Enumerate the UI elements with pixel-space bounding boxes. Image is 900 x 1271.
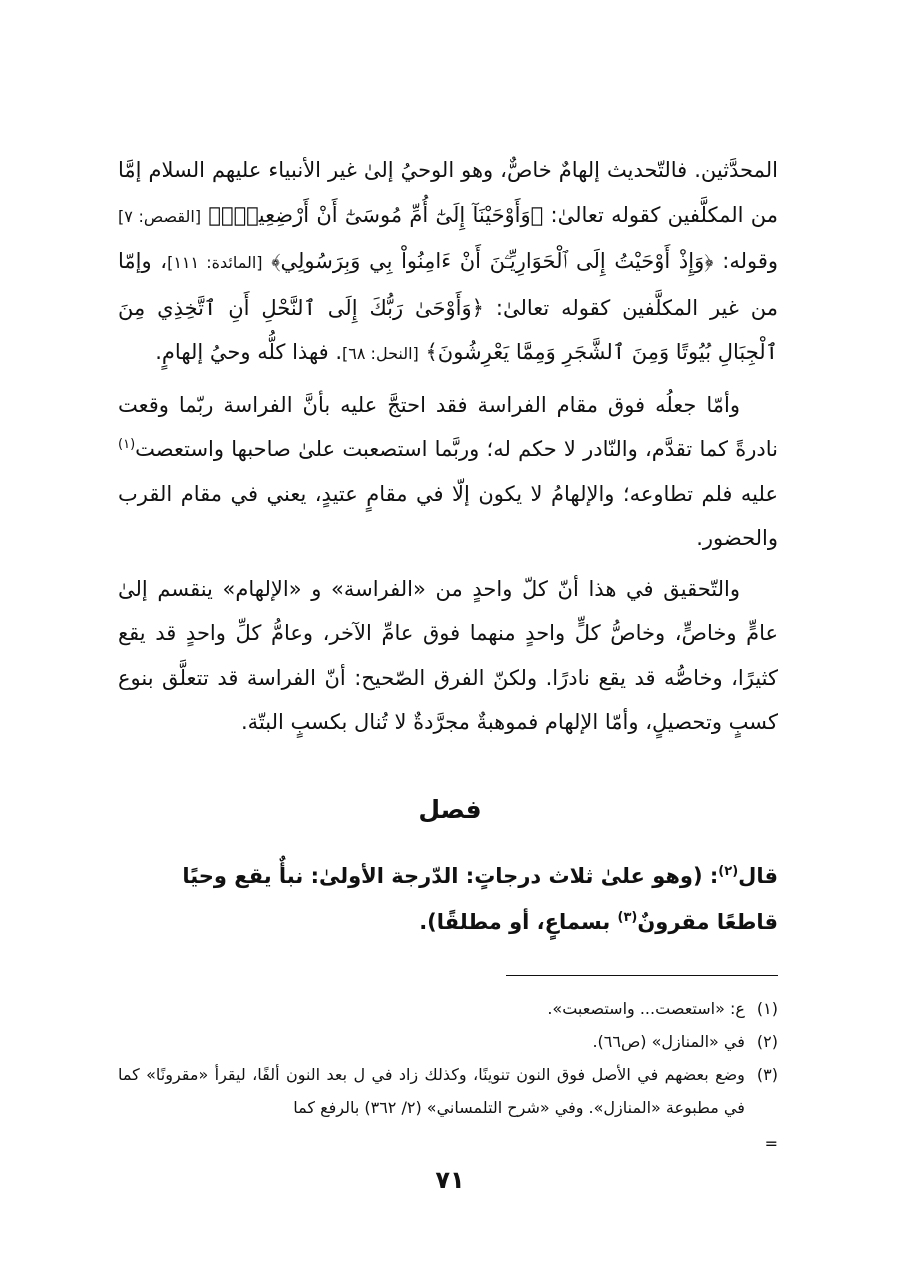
quote-text: قال [738,864,778,888]
footnote-marker: (١) [118,437,136,452]
section-heading: فصل [418,795,482,824]
quoted-statement [118,853,778,945]
footnote-2 [118,1025,778,1058]
footnote-text: ع: «استعصت... واستصعبت». [547,999,745,1018]
footnote-divider [506,975,778,976]
footnote-number: (٢) [756,1032,778,1051]
verse-reference: [النحل: ٦٨] [342,344,419,363]
footnote-marker: (٢) [718,864,739,879]
paragraph-text: المحدَّثين. فالتّحديث إلهامٌ خاصٌّ، وهو الوحيُ إلىٰ غير الأنبياء عليهم السلام إمَّا من المكلَّفين كقوله تعالىٰ: [118,158,778,227]
footnote-1 [118,992,778,1025]
footnote-marker: (٣) [617,910,638,925]
paragraph-text: . فهذا كلُّه وحيُ إلهامٍ. [155,340,343,364]
paragraph-3: والتّحقيق في هذا أنّ كلّ واحدٍ من «الفراسة» و «الإلهام» ينقسم إلىٰ عامٍّ وخاصٍّ، وخاصُّ كلٍّ واحدٍ منهما فوق عامِّ الآخر، وعامُّ كلِّ واحدٍ قد يقع كثيرًا، وخاصُّه قد يقع نادرًا. ولكنّ الفرق الصّحيح: أنّ الفراسة قد تتعلَّق بنوع كسبٍ وتحصيلٍ، وأمّا الإلهام فموهبةٌ مجرَّدةٌ لا تُنال بكسبٍ البتّة. [118,576,778,734]
quote-text: : (وهو علىٰ ثلاث درجاتٍ: الدّرجة الأولىٰ: نبأٌ يقع وحيًا قاطعًا مقرونٌ [182,864,778,934]
page-number: ٧١ [435,1166,465,1194]
quote-text: بسماعٍ، أو مطلقًا). [419,910,618,934]
paragraph-2 [118,383,778,561]
footnote-3 [118,1058,778,1124]
paragraph-text: عليه فلم تطاوعه؛ والإلهامُ لا يكون إلّا في مقامٍ عتيدٍ، يعني في مقام القرب والحضور. [118,481,778,550]
quran-verse: ﴿وَأَوْحَيْنَآ إِلَىٰٓ أُمِّ مُوسَىٰٓ أَنْ أَرْضِعِيهِۖ﴾ [208,202,544,227]
footnotes [118,992,778,1124]
paragraph-text: وقوله: [713,249,779,273]
paragraph-text: وأمّا جعلُه فوق مقام الفراسة فقد احتجَّ عليه بأنَّ الفراسة ربّما وقعت نادرةً كما تقدَّم، والنّادر لا حكم له؛ وربَّما استصعبت علىٰ صاحبها واستعصت [118,392,778,461]
quran-verse: ﴿وَإِذْ أَوْحَيْتُ إِلَى ٱلْحَوَارِيِّـۧنَ أَنْ ءَامِنُواْ بِي وَبِرَسُولِي﴾ [271,249,714,273]
paragraph-text: ، وإمّا من غير المكلَّفين كقوله تعالىٰ: [118,249,778,320]
quran-verse: ﴿وَأَوْحَىٰ رَبُّكَ إِلَى ٱلنَّحْلِ أَنِ ٱتَّخِذِي مِنَ ٱلْجِبَالِ بُيُوتًا وَمِنَ ٱلشَّجَرِ وَمِمَّا يَعْرِشُونَ﴾ [118,295,778,364]
footnote-text: في «المنازل» (ص٦٦). [592,1032,745,1051]
footnote-number: (٣) [756,1065,778,1084]
verse-reference: [المائدة: ١١١] [167,253,263,272]
footnote-number: (١) [756,999,778,1018]
main-text [118,148,778,751]
footnote-text: وضع بعضهم في الأصل فوق النون تنوينًا، وكذلك زاد في ل بعد النون ألفًا، ليقرأ «مقرونًا» كما في مطبوعة «المنازل». وفي «شرح التلمساني» (٢/ ٣٦٢) بالرفع كما [118,1065,745,1117]
verse-reference: [القصص: ٧] [118,206,202,226]
continuation-mark: = [764,1134,778,1153]
paragraph-1 [118,148,778,377]
